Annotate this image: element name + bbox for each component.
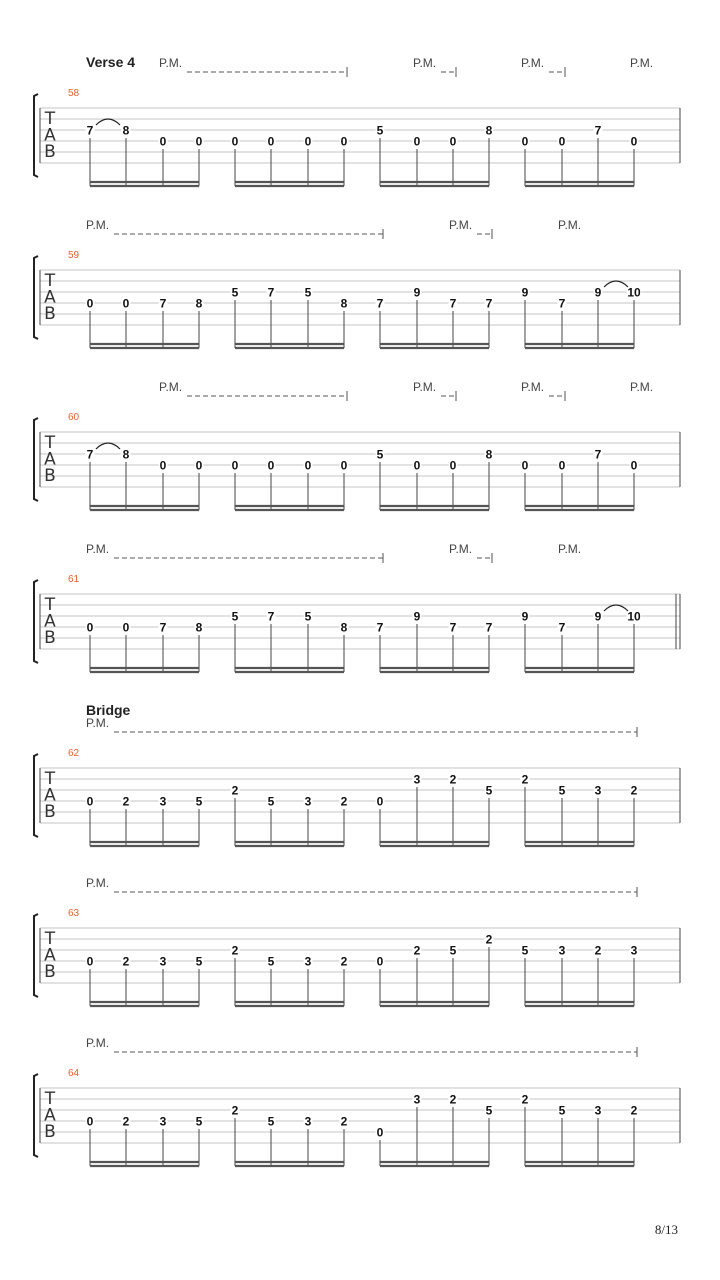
- fret-number: 5: [267, 794, 275, 809]
- fret-number: 7: [558, 620, 566, 635]
- fret-number: 0: [340, 134, 348, 149]
- fret-number: 0: [195, 134, 203, 149]
- fret-number: 9: [521, 285, 529, 300]
- fret-number: 2: [485, 932, 493, 947]
- palm-mute-label: P.M.: [86, 218, 110, 232]
- fret-number: 0: [195, 458, 203, 473]
- measure-number: 59: [68, 250, 80, 261]
- tab-clef-letter: A: [44, 125, 56, 146]
- fret-number: 5: [231, 609, 239, 624]
- fret-number: 3: [413, 772, 421, 787]
- fret-number: 2: [231, 943, 239, 958]
- system-bracket: [34, 754, 38, 837]
- fret-number: 0: [267, 458, 275, 473]
- fret-number: 7: [376, 620, 384, 635]
- fret-number: 8: [340, 296, 348, 311]
- measure-number: 63: [68, 908, 80, 919]
- fret-number: 0: [304, 458, 312, 473]
- tab-clef-letter: B: [44, 466, 56, 486]
- fret-number: 3: [630, 943, 638, 958]
- fret-number: 2: [122, 1114, 130, 1129]
- tab-clef-letter: T: [44, 929, 56, 949]
- fret-number: 0: [86, 954, 94, 969]
- fret-number: 8: [485, 123, 493, 138]
- fret-number: 0: [122, 296, 130, 311]
- palm-mute-label: P.M.: [449, 218, 473, 232]
- fret-number: 0: [449, 458, 457, 473]
- fret-number: 8: [195, 620, 203, 635]
- fret-number: 8: [340, 620, 348, 635]
- fret-number: 2: [231, 783, 239, 798]
- measure-number: 64: [68, 1068, 80, 1079]
- fret-number: 0: [376, 794, 384, 809]
- tab-clef-letter: T: [44, 595, 56, 615]
- tab-clef-letter: B: [44, 142, 56, 162]
- fret-number: 7: [594, 123, 602, 138]
- fret-number: 5: [267, 954, 275, 969]
- palm-mute-label: P.M.: [86, 876, 110, 890]
- tab-clef-letter: A: [44, 611, 56, 632]
- palm-mute-label: P.M.: [159, 380, 183, 394]
- system-bracket: [34, 914, 38, 997]
- fret-number: 5: [195, 1114, 203, 1129]
- fret-number: 7: [449, 620, 457, 635]
- fret-number: 2: [630, 783, 638, 798]
- fret-number: 7: [485, 296, 493, 311]
- fret-number: 0: [304, 134, 312, 149]
- fret-number: 10: [627, 609, 641, 624]
- palm-mute-label: P.M.: [86, 542, 110, 556]
- system-bracket: [34, 580, 38, 663]
- fret-number: 2: [340, 954, 348, 969]
- fret-number: 5: [485, 1103, 493, 1118]
- fret-number: 0: [86, 794, 94, 809]
- system-bracket: [34, 1074, 38, 1157]
- fret-number: 0: [630, 458, 638, 473]
- section-label: Verse 4: [86, 54, 136, 70]
- fret-number: 9: [594, 285, 602, 300]
- system-bracket: [34, 94, 38, 177]
- fret-number: 8: [195, 296, 203, 311]
- tab-clef-letter: A: [44, 945, 56, 966]
- fret-number: 0: [122, 620, 130, 635]
- fret-number: 0: [521, 134, 529, 149]
- fret-number: 2: [413, 943, 421, 958]
- tab-clef-letter: T: [44, 271, 56, 291]
- tie-arc: [604, 281, 628, 287]
- fret-number: 5: [267, 1114, 275, 1129]
- fret-number: 7: [267, 609, 275, 624]
- palm-mute-label: P.M.: [521, 56, 545, 70]
- page-number: 8/13: [654, 1222, 678, 1237]
- fret-number: 0: [267, 134, 275, 149]
- fret-number: 3: [304, 954, 312, 969]
- tab-clef-letter: B: [44, 304, 56, 324]
- palm-mute-label: P.M.: [449, 542, 473, 556]
- fret-number: 7: [159, 296, 167, 311]
- fret-number: 2: [122, 954, 130, 969]
- fret-number: 0: [376, 954, 384, 969]
- fret-number: 3: [594, 1103, 602, 1118]
- fret-number: 5: [195, 794, 203, 809]
- fret-number: 0: [86, 620, 94, 635]
- fret-number: 2: [521, 1092, 529, 1107]
- fret-number: 5: [231, 285, 239, 300]
- palm-mute-label: P.M.: [558, 542, 582, 556]
- tab-clef-letter: B: [44, 628, 56, 648]
- fret-number: 0: [231, 458, 239, 473]
- fret-number: 7: [159, 620, 167, 635]
- tab-clef-letter: B: [44, 962, 56, 982]
- fret-number: 5: [304, 285, 312, 300]
- fret-number: 2: [630, 1103, 638, 1118]
- fret-number: 9: [521, 609, 529, 624]
- fret-number: 9: [594, 609, 602, 624]
- palm-mute-label: P.M.: [630, 380, 654, 394]
- palm-mute-label: P.M.: [86, 716, 110, 730]
- fret-number: 0: [558, 134, 566, 149]
- tab-clef-letter: T: [44, 1089, 56, 1109]
- fret-number: 0: [413, 134, 421, 149]
- fret-number: 5: [485, 783, 493, 798]
- fret-number: 0: [558, 458, 566, 473]
- fret-number: 8: [122, 123, 130, 138]
- fret-number: 7: [376, 296, 384, 311]
- fret-number: 3: [304, 794, 312, 809]
- palm-mute-label: P.M.: [413, 380, 437, 394]
- measure-number: 60: [68, 412, 80, 423]
- fret-number: 7: [594, 447, 602, 462]
- fret-number: 5: [195, 954, 203, 969]
- fret-number: 2: [521, 772, 529, 787]
- measure-number: 61: [68, 574, 80, 585]
- measure-number: 58: [68, 88, 80, 99]
- system-bracket: [34, 256, 38, 339]
- fret-number: 3: [159, 1114, 167, 1129]
- tab-clef-letter: A: [44, 287, 56, 308]
- palm-mute-label: P.M.: [159, 56, 183, 70]
- fret-number: 5: [376, 123, 384, 138]
- fret-number: 0: [449, 134, 457, 149]
- fret-number: 5: [304, 609, 312, 624]
- fret-number: 3: [413, 1092, 421, 1107]
- tab-clef-letter: A: [44, 449, 56, 470]
- fret-number: 7: [86, 123, 94, 138]
- fret-number: 2: [340, 794, 348, 809]
- fret-number: 0: [159, 458, 167, 473]
- fret-number: 10: [627, 285, 641, 300]
- palm-mute-label: P.M.: [630, 56, 654, 70]
- palm-mute-label: P.M.: [86, 1036, 110, 1050]
- tab-clef-letter: B: [44, 802, 56, 822]
- fret-number: 2: [340, 1114, 348, 1129]
- fret-number: 0: [376, 1125, 384, 1140]
- fret-number: 2: [449, 1092, 457, 1107]
- measure-number: 62: [68, 748, 80, 759]
- fret-number: 0: [630, 134, 638, 149]
- fret-number: 9: [413, 609, 421, 624]
- fret-number: 2: [122, 794, 130, 809]
- fret-number: 3: [558, 943, 566, 958]
- fret-number: 5: [449, 943, 457, 958]
- fret-number: 5: [376, 447, 384, 462]
- tab-clef-letter: A: [44, 1105, 56, 1126]
- fret-number: 2: [449, 772, 457, 787]
- fret-number: 5: [558, 1103, 566, 1118]
- fret-number: 0: [340, 458, 348, 473]
- fret-number: 0: [86, 1114, 94, 1129]
- fret-number: 3: [159, 954, 167, 969]
- fret-number: 3: [594, 783, 602, 798]
- fret-number: 0: [86, 296, 94, 311]
- section-label: Bridge: [86, 702, 131, 718]
- tie-arc: [96, 119, 120, 125]
- fret-number: 7: [449, 296, 457, 311]
- fret-number: 5: [521, 943, 529, 958]
- tab-clef-letter: B: [44, 1122, 56, 1142]
- fret-number: 0: [159, 134, 167, 149]
- tab-clef-letter: T: [44, 109, 56, 129]
- fret-number: 5: [558, 783, 566, 798]
- fret-number: 7: [485, 620, 493, 635]
- fret-number: 0: [231, 134, 239, 149]
- fret-number: 3: [159, 794, 167, 809]
- palm-mute-label: P.M.: [413, 56, 437, 70]
- fret-number: 7: [558, 296, 566, 311]
- fret-number: 7: [86, 447, 94, 462]
- palm-mute-label: P.M.: [521, 380, 545, 394]
- fret-number: 8: [485, 447, 493, 462]
- tab-clef-letter: A: [44, 785, 56, 806]
- tab-clef-letter: T: [44, 769, 56, 789]
- fret-number: 9: [413, 285, 421, 300]
- fret-number: 2: [231, 1103, 239, 1118]
- fret-number: 0: [521, 458, 529, 473]
- fret-number: 2: [594, 943, 602, 958]
- tie-arc: [604, 605, 628, 611]
- fret-number: 3: [304, 1114, 312, 1129]
- system-bracket: [34, 418, 38, 501]
- tab-clef-letter: T: [44, 433, 56, 453]
- fret-number: 8: [122, 447, 130, 462]
- fret-number: 0: [413, 458, 421, 473]
- fret-number: 7: [267, 285, 275, 300]
- palm-mute-label: P.M.: [558, 218, 582, 232]
- tie-arc: [96, 443, 120, 449]
